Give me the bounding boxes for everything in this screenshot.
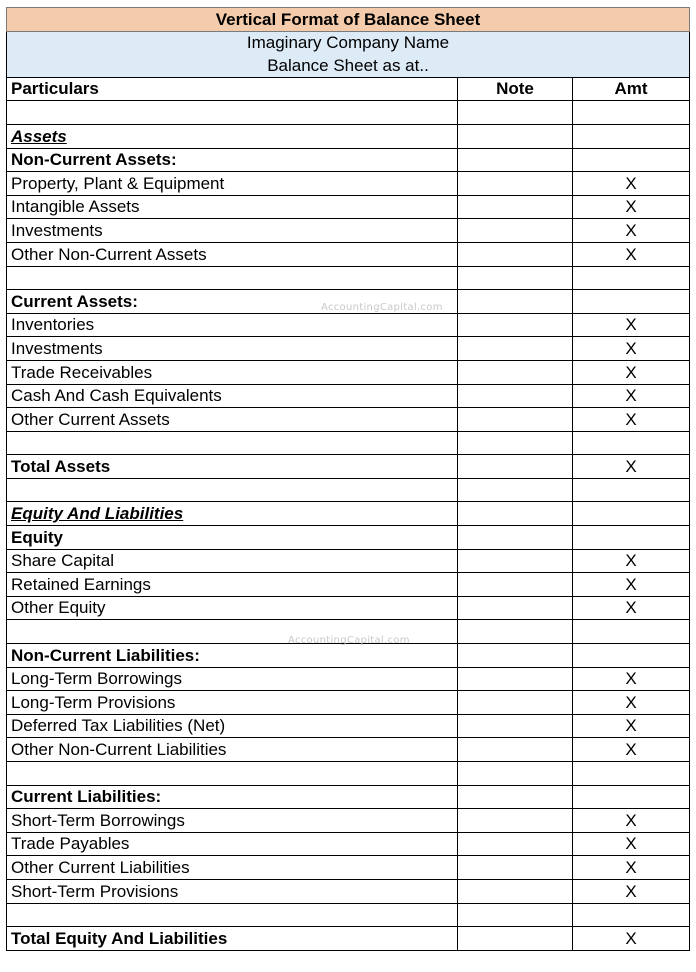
note-cell	[458, 762, 573, 786]
note-cell	[458, 337, 573, 361]
balance-sheet-body	[7, 8, 690, 951]
blank-row	[7, 762, 690, 786]
line-item-label: Investments	[7, 219, 458, 243]
line-item-label: Property, Plant & Equipment	[7, 172, 458, 196]
amount-cell: X	[573, 879, 690, 903]
note-cell	[458, 313, 573, 337]
table-row	[7, 856, 690, 880]
subsection-heading: Non-Current Assets:	[7, 148, 458, 172]
amount-cell: X	[573, 195, 690, 219]
amount-cell	[573, 620, 690, 644]
table-row	[7, 219, 690, 243]
line-item-label: Intangible Assets	[7, 195, 458, 219]
table-row	[7, 195, 690, 219]
amount-cell: X	[573, 455, 690, 479]
table-row	[7, 573, 690, 597]
subtitle-row	[7, 54, 690, 77]
note-cell	[458, 856, 573, 880]
header-particulars: Particulars	[7, 77, 458, 101]
blank-row	[7, 101, 690, 125]
amount-cell: X	[573, 337, 690, 361]
note-cell	[458, 502, 573, 526]
note-cell	[458, 455, 573, 479]
note-cell	[458, 785, 573, 809]
amount-cell: X	[573, 927, 690, 951]
blank-cell	[7, 478, 458, 502]
title-row	[7, 8, 690, 32]
note-cell	[458, 596, 573, 620]
subsection-heading: Current Assets:	[7, 290, 458, 314]
note-cell	[458, 573, 573, 597]
amount-cell: X	[573, 172, 690, 196]
note-cell	[458, 549, 573, 573]
blank-cell	[7, 762, 458, 786]
line-item-label: Inventories	[7, 313, 458, 337]
line-item-label: Other Non-Current Assets	[7, 242, 458, 266]
blank-row	[7, 903, 690, 927]
table-row	[7, 549, 690, 573]
line-item-label: Short-Term Borrowings	[7, 809, 458, 833]
line-item-label: Investments	[7, 337, 458, 361]
amount-cell	[573, 148, 690, 172]
note-cell	[458, 526, 573, 550]
blank-cell	[7, 431, 458, 455]
amount-cell	[573, 431, 690, 455]
line-item-label: Other Equity	[7, 596, 458, 620]
line-item-label: Other Non-Current Liabilities	[7, 738, 458, 762]
blank-cell	[7, 266, 458, 290]
amount-cell	[573, 644, 690, 668]
table-row	[7, 526, 690, 550]
blank-row	[7, 431, 690, 455]
note-cell	[458, 879, 573, 903]
sheet-subtitle: Balance Sheet as at..	[7, 54, 690, 77]
company-row	[7, 31, 690, 54]
note-cell	[458, 408, 573, 432]
blank-cell	[7, 903, 458, 927]
note-cell	[458, 738, 573, 762]
blank-row	[7, 266, 690, 290]
table-row	[7, 242, 690, 266]
section-heading: Equity And Liabilities	[7, 502, 458, 526]
total-label: Total Assets	[7, 455, 458, 479]
sheet-title: Vertical Format of Balance Sheet	[7, 8, 690, 32]
amount-cell: X	[573, 809, 690, 833]
header-note: Note	[458, 77, 573, 101]
amount-cell	[573, 903, 690, 927]
note-cell	[458, 478, 573, 502]
amount-cell: X	[573, 408, 690, 432]
table-row	[7, 408, 690, 432]
table-row	[7, 360, 690, 384]
amount-cell: X	[573, 738, 690, 762]
note-cell	[458, 903, 573, 927]
table-row	[7, 927, 690, 951]
note-cell	[458, 809, 573, 833]
note-cell	[458, 172, 573, 196]
note-cell	[458, 927, 573, 951]
subsection-heading: Current Liabilities:	[7, 785, 458, 809]
line-item-label: Cash And Cash Equivalents	[7, 384, 458, 408]
amount-cell: X	[573, 219, 690, 243]
line-item-label: Deferred Tax Liabilities (Net)	[7, 714, 458, 738]
company-name: Imaginary Company Name	[7, 31, 690, 54]
balance-sheet-table	[6, 7, 690, 951]
note-cell	[458, 101, 573, 125]
amount-cell: X	[573, 242, 690, 266]
table-row	[7, 879, 690, 903]
amount-cell	[573, 290, 690, 314]
amount-cell: X	[573, 384, 690, 408]
amount-cell: X	[573, 714, 690, 738]
note-cell	[458, 266, 573, 290]
note-cell	[458, 691, 573, 715]
line-item-label: Other Current Assets	[7, 408, 458, 432]
line-item-label: Other Current Liabilities	[7, 856, 458, 880]
table-row	[7, 313, 690, 337]
table-row	[7, 691, 690, 715]
note-cell	[458, 290, 573, 314]
table-row	[7, 809, 690, 833]
subsection-heading: Equity	[7, 526, 458, 550]
amount-cell: X	[573, 313, 690, 337]
amount-cell	[573, 478, 690, 502]
header-row	[7, 77, 690, 101]
note-cell	[458, 148, 573, 172]
table-row	[7, 172, 690, 196]
amount-cell	[573, 762, 690, 786]
blank-row	[7, 478, 690, 502]
blank-cell	[7, 101, 458, 125]
amount-cell: X	[573, 573, 690, 597]
note-cell	[458, 620, 573, 644]
header-amt: Amt	[573, 77, 690, 101]
note-cell	[458, 242, 573, 266]
amount-cell	[573, 266, 690, 290]
note-cell	[458, 667, 573, 691]
table-row	[7, 384, 690, 408]
amount-cell: X	[573, 667, 690, 691]
table-row	[7, 148, 690, 172]
amount-cell	[573, 526, 690, 550]
amount-cell: X	[573, 596, 690, 620]
line-item-label: Trade Receivables	[7, 360, 458, 384]
note-cell	[458, 832, 573, 856]
note-cell	[458, 714, 573, 738]
amount-cell: X	[573, 360, 690, 384]
amount-cell	[573, 502, 690, 526]
line-item-label: Long-Term Borrowings	[7, 667, 458, 691]
table-row	[7, 337, 690, 361]
watermark: AccountingCapital.com	[321, 302, 443, 313]
table-row	[7, 667, 690, 691]
watermark: AccountingCapital.com	[288, 635, 410, 646]
table-row	[7, 785, 690, 809]
amount-cell	[573, 124, 690, 148]
table-row	[7, 455, 690, 479]
note-cell	[458, 431, 573, 455]
table-row	[7, 714, 690, 738]
amount-cell: X	[573, 691, 690, 715]
amount-cell	[573, 785, 690, 809]
table-row	[7, 502, 690, 526]
note-cell	[458, 360, 573, 384]
amount-cell: X	[573, 549, 690, 573]
table-row	[7, 644, 690, 668]
note-cell	[458, 124, 573, 148]
line-item-label: Share Capital	[7, 549, 458, 573]
subsection-heading: Non-Current Liabilities:	[7, 644, 458, 668]
amount-cell	[573, 101, 690, 125]
table-row	[7, 124, 690, 148]
total-label: Total Equity And Liabilities	[7, 927, 458, 951]
note-cell	[458, 644, 573, 668]
amount-cell: X	[573, 832, 690, 856]
section-heading: Assets	[7, 124, 458, 148]
table-row	[7, 738, 690, 762]
table-row	[7, 596, 690, 620]
line-item-label: Short-Term Provisions	[7, 879, 458, 903]
table-row	[7, 832, 690, 856]
note-cell	[458, 219, 573, 243]
note-cell	[458, 195, 573, 219]
line-item-label: Long-Term Provisions	[7, 691, 458, 715]
amount-cell: X	[573, 856, 690, 880]
note-cell	[458, 384, 573, 408]
line-item-label: Retained Earnings	[7, 573, 458, 597]
line-item-label: Trade Payables	[7, 832, 458, 856]
